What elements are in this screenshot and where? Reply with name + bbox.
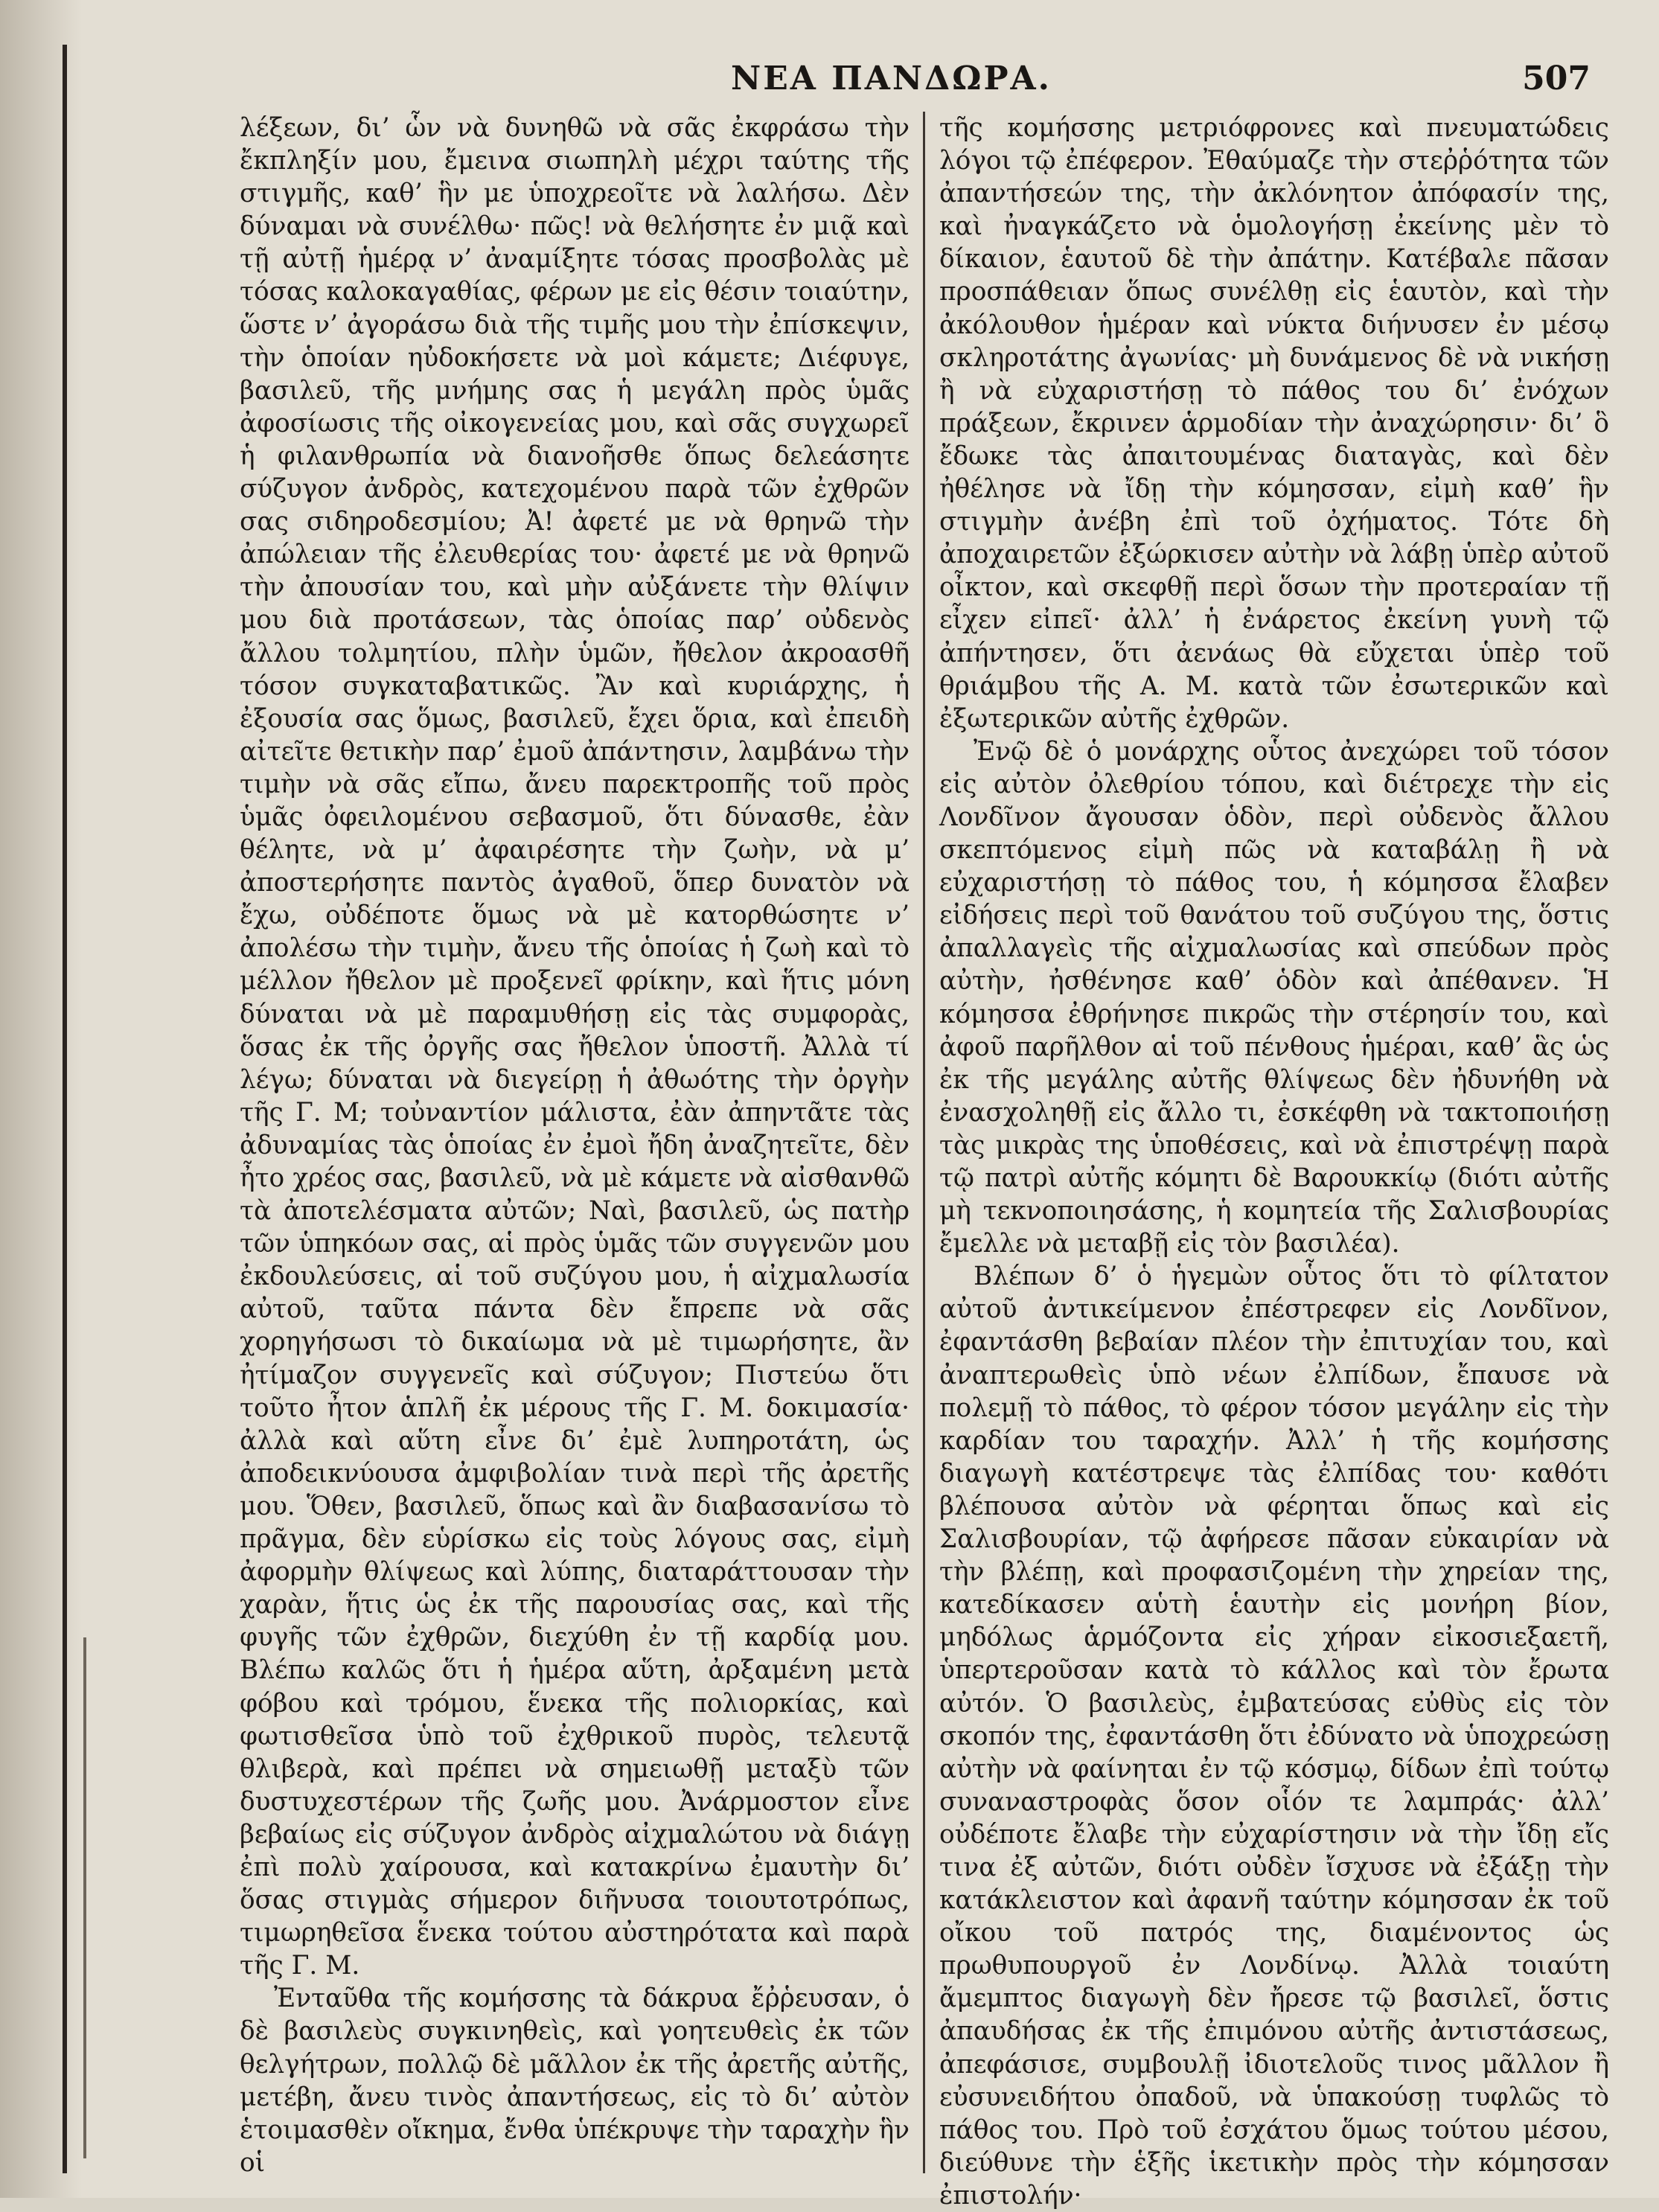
book-binding-edge [0,0,82,2198]
right-paragraph-1: τῆς κομήσσης μετριόφρονες καὶ πνευματώδεις λόγοι τῷ ἐπέφερον. Ἐθαύμαζε τὴν στεῤῥότητα τῶν ἀπαντήσεών της, τὴν ἀκλόνητον ἀπόφασίν της, καὶ ἠναγκάζετο νὰ ὁμολογήσῃ ἐκείνης μὲν τὸ δίκαιον, ἑαυτοῦ δὲ τὴν ἀπάτην. Κατέβαλε πᾶσαν προσπάθειαν ὅπως συνέλθῃ εἰς ἑαυτὸν, καὶ τὴν ἀκόλουθον ἡμέραν καὶ νύκτα διήνυσεν ἐν μέσῳ σκληροτάτης ἀγωνίας· μὴ δυνάμενος δὲ νὰ νικήσῃ ἢ νὰ εὐχαριστήσῃ τὸ πάθος του δι’ ἐνόχων πράξεων, ἔκρινεν ἁρμοδίαν τὴν ἀναχώρησιν· δι’ ὃ ἔδωκε τὰς ἀπαιτουμένας διαταγὰς, καὶ δὲν ἠθέλησε νὰ ἴδῃ τὴν κόμησσαν, εἰμὴ καθ’ ἣν στιγμὴν ἀνέβη ἐπὶ τοῦ ὀχήματος. Τότε δὴ ἀποχαιρετῶν ἐξώρκισεν αὐτὴν νὰ λάβῃ ὑπὲρ αὐτοῦ οἶκτον, καὶ σκεφθῇ περὶ ὅσων τὴν προτεραίαν τῇ εἶχεν εἰπεῖ· ἀλλ’ ἡ ἐνάρετος ἐκείνη γυνὴ τῷ ἀπήντησεν, ὅτι ἀενάως θὰ εὔχεται ὑπὲρ τοῦ θριάμβου τῆς Α. Μ. κατὰ τῶν ἐσωτερικῶν καὶ ἐξωτερικῶν αὐτῆς ἐχθρῶν. [939,113,1609,734]
page-header [192,54,1591,106]
right-column [939,112,1609,2211]
running-title: ΝΕΑ ΠΑΝΔΩΡΑ. [731,60,1052,98]
right-paragraph-3: Βλέπων δ’ ὁ ἡγεμὼν οὗτος ὅτι τὸ φίλτατον αὐτοῦ ἀντικείμενον ἐπέστρεφεν εἰς Λονδῖνον, ἐφαντάσθη βεβαίαν πλέον τὴν ἐπιτυχίαν του, καὶ ἀναπτερωθεὶς ὑπὸ νέων ἐλπίδων, ἔπαυσε νὰ πολεμῇ τὸ πάθος, τὸ φέρον τόσον μεγάλην εἰς τὴν καρδίαν του ταραχήν. Ἀλλ’ ἡ τῆς κομήσσης διαγωγὴ κατέστρεψε τὰς ἐλπίδας του· καθότι βλέπουσα αὐτὸν νὰ φέρηται ὅπως καὶ εἰς Σαλισβουρίαν, τῷ ἀφήρεσε πᾶσαν εὐκαιρίαν νὰ τὴν βλέπῃ, καὶ προφασιζομένη τὴν χηρείαν της, κατεδίκασεν αὑτὴ ἑαυτὴν εἰς μονήρη βίον, μηδόλως ἁρμόζοντα εἰς χήραν εἰκοσιεξαετῆ, ὑπερτεροῦσαν κατὰ τὸ κάλλος καὶ τὸν ἔρωτα αὐτόν. Ὁ βασιλεὺς, ἐμβατεύσας εὐθὺς εἰς τὸν σκοπόν της, ἐφαντάσθη ὅτι ἐδύνατο νὰ ὑποχρεώσῃ αὐτὴν νὰ φαίνηται ἐν τῷ κόσμῳ, δίδων ἐπὶ τούτῳ συναναστροφὰς ὅσον οἷόν τε λαμπράς· ἀλλ’ οὐδέποτε ἔλαβε τὴν εὐχαρίστησιν νὰ τὴν ἴδῃ εἴς τινα ἐξ αὐτῶν, διότι οὐδὲν ἴσχυσε νὰ ἐξάξῃ τὴν κατάκλειστον καὶ ἀφανῆ ταύτην κόμησσαν ἐκ τοῦ οἴκου τοῦ πατρός της, διαμένοντος ὡς πρωθυπουργοῦ ἐν Λονδίνῳ. Ἀλλὰ τοιαύτη ἄμεμπτος διαγωγὴ δὲν ἤρεσε τῷ βασιλεῖ, ὅστις ἀπαυδήσας ἐκ τῆς ἐπιμόνου αὐτῆς ἀντιστάσεως, ἀπεφάσισε, συμβουλῇ ἰδιοτελοῦς τινος μᾶλλον ἢ εὐσυνειδήτου ὀπαδοῦ, νὰ ὑπακούσῃ τυφλῶς τὸ πάθος του. Πρὸ τοῦ ἐσχάτου ὅμως τούτου μέσου, διεύθυνε τὴν ἑξῆς ἱκετικὴν πρὸς τὴν κόμησσαν ἐπιστολήν· [939,1262,1609,2211]
right-paragraph-2: Ἐνῷ δὲ ὁ μονάρχης οὗτος ἀνεχώρει τοῦ τόσον εἰς αὐτὸν ὀλεθρίου τόπου, καὶ διέτρεχε τὴν εἰς Λονδῖνον ἄγουσαν ὁδὸν, περὶ οὐδενὸς ἄλλου σκεπτόμενος εἰμὴ πῶς νὰ καταβάλῃ ἢ νὰ εὐχαριστήσῃ τὸ πάθος του, ἡ κόμησσα ἔλαβεν εἰδήσεις περὶ τοῦ θανάτου τοῦ συζύγου της, ὅστις ἀπαλλαγεὶς τῆς αἰχμαλωσίας καὶ σπεύδων πρὸς αὐτὴν, ἠσθένησε καθ’ ὁδὸν καὶ ἀπέθανεν. Ἡ κόμησσα ἐθρήνησε πικρῶς τὴν στέρησίν του, καὶ ἀφοῦ παρῆλθον αἱ τοῦ πένθους ἡμέραι, καθ’ ἃς ὡς ἐκ τῆς μεγάλης αὐτῆς θλίψεως δὲν ἠδυνήθη νὰ ἐνασχοληθῇ εἰς ἄλλο τι, ἐσκέφθη νὰ τακτοποιήσῃ τὰς μικρὰς της ὑποθέσεις, καὶ νὰ ἐπιστρέψῃ παρὰ τῷ πατρὶ αὐτῆς κόμητι δὲ Βαρουκκίῳ (διότι αὐτῆς μὴ τεκνοποιησάσης, ἡ κομητεία τῆς Σαλισβουρίας ἔμελλε νὰ μεταβῇ εἰς τὸν βασιλέα). [939,736,1609,1259]
binding-rule-line [63,45,67,2173]
column-divider [923,112,925,2173]
binding-edge-line [83,1637,86,2158]
left-column [240,112,910,2178]
page-number: 507 [1522,60,1591,98]
left-paragraph-1: λέξεων, δι’ ὧν νὰ δυνηθῶ νὰ σᾶς ἐκφράσω τὴν ἔκπληξίν μου, ἔμεινα σιωπηλὴ μέχρι ταύτης τῆς στιγμῆς, καθ’ ἣν με ὑποχρεοῖτε νὰ λαλήσω. Δὲν δύναμαι νὰ συνέλθω· πῶς! νὰ θελήσητε ἐν μιᾷ καὶ τῇ αὐτῇ ἡμέρᾳ ν’ ἀναμίξητε τόσας προσβολὰς μὲ τόσας καλοκαγαθίας, φέρων με εἰς θέσιν τοιαύτην, ὥστε ν’ ἀγοράσω διὰ τῆς τιμῆς μου τὴν ἐπίσκεψιν, τὴν ὁποίαν ηὐδοκήσετε νὰ μοὶ κάμετε; Διέφυγε, βασιλεῦ, τῆς μνήμης σας ἡ μεγάλη πρὸς ὑμᾶς ἀφοσίωσις τῆς οἰκογενείας μου, καὶ σᾶς συγχωρεῖ ἡ φιλανθρωπία νὰ διανοῆσθε ὅπως δελεάσητε σύζυγον ἀνδρὸς, κατεχομένου παρὰ τῶν ἐχθρῶν σας σιδηροδεσμίου; Ἀ! ἀφετέ με νὰ θρηνῶ τὴν ἀπώλειαν τῆς ἐλευθερίας του· ἀφετέ με νὰ θρηνῶ τὴν ἀπουσίαν του, καὶ μὴν αὐξάνετε τὴν θλίψιν μου διὰ προτάσεων, τὰς ὁποίας παρ’ οὐδενὸς ἄλλου τολμητίου, πλὴν ὑμῶν, ἤθελον ἀκροασθῆ τόσον συγκαταβατικῶς. Ἂν καὶ κυριάρχης, ἡ ἐξουσία σας ὅμως, βασιλεῦ, ἔχει ὅρια, καὶ ἐπειδὴ αἰτεῖτε θετικὴν παρ’ ἐμοῦ ἀπάντησιν, λαμβάνω τὴν τιμὴν νὰ σᾶς εἴπω, ἄνευ παρεκτροπῆς τοῦ πρὸς ὑμᾶς ὀφειλομένου σεβασμοῦ, ὅτι δύνασθε, ἐὰν θέλητε, νὰ μ’ ἀφαιρέσητε τὴν ζωὴν, νὰ μ’ ἀποστερήσητε παντὸς ἀγαθοῦ, ὅπερ δυνατὸν νὰ ἔχω, οὐδέποτε ὅμως νὰ μὲ κατορθώσητε ν’ ἀπολέσω τὴν τιμὴν, ἄνευ τῆς ὁποίας ἡ ζωὴ καὶ τὸ μέλλον ἤθελον μὲ προξενεῖ φρίκην, καὶ ἥτις μόνη δύναται νὰ μὲ παραμυθήσῃ εἰς τὰς συμφορὰς, ὅσας ἐκ τῆς ὀργῆς σας ἤθελον ὑποστῆ. Ἀλλὰ τί λέγω; δύναται νὰ διεγείρῃ ἡ ἀθωότης τὴν ὀργὴν τῆς Γ. Μ; τοὐναντίον μάλιστα, ἐὰν ἀπηντᾶτε τὰς ἀδυναμίας τὰς ὁποίας ἐν ἐμοὶ ἤδη ἀναζητεῖτε, δὲν ἦτο χρέος σας, βασιλεῦ, νὰ μὲ κάμετε νὰ αἰσθανθῶ τὰ ἀποτελέσματα αὐτῶν; Ναὶ, βασιλεῦ, ὡς πατὴρ τῶν ὑπηκόων σας, αἱ πρὸς ὑμᾶς τῶν συγγενῶν μου ἐκδουλεύσεις, αἱ τοῦ συζύγου μου, ἡ αἰχμαλωσία αὐτοῦ, ταῦτα πάντα δὲν ἔπρεπε νὰ σᾶς χορηγήσωσι τὸ δικαίωμα νὰ μὲ τιμωρήσητε, ἂν ἠτίμαζον συγγενεῖς καὶ σύζυγον; Πιστεύω ὅτι τοῦτο ἦτον ἁπλῆ ἐκ μέρους τῆς Γ. Μ. δοκιμασία· ἀλλὰ καὶ αὕτη εἶνε δι’ ἐμὲ λυπηροτάτη, ὡς ἀποδεικνύουσα ἀμφιβολίαν τινὰ περὶ τῆς ἀρετῆς μου. Ὅθεν, βασιλεῦ, ὅπως καὶ ἂν διαβασανίσω τὸ πρᾶγμα, δὲν εὑρίσκω εἰς τοὺς λόγους σας, εἰμὴ ἀφορμὴν θλίψεως καὶ λύπης, διαταράττουσαν τὴν χαρὰν, ἥτις ὡς ἐκ τῆς παρουσίας σας, καὶ τῆς φυγῆς τῶν ἐχθρῶν, διεχύθη ἐν τῇ καρδίᾳ μου. Βλέπω καλῶς ὅτι ἡ ἡμέρα αὕτη, ἀρξαμένη μετὰ φόβου καὶ τρόμου, ἕνεκα τῆς πολιορκίας, καὶ φωτισθεῖσα ὑπὸ τοῦ ἐχθρικοῦ πυρὸς, τελευτᾷ θλιβερὰ, καὶ πρέπει νὰ σημειωθῇ μεταξὺ τῶν δυστυχεστέρων τῆς ζωῆς μου. Ἀνάρμοστον εἶνε βεβαίως εἰς σύζυγον ἀνδρὸς αἰχμαλώτου νὰ διάγῃ ἐπὶ πολὺ χαίρουσα, καὶ κατακρίνω ἐμαυτὴν δι’ ὅσας στιγμὰς σήμερον διῆνυσα τοιουτοτρόπως, τιμωρηθεῖσα ἕνεκα τούτου αὐστηρότατα καὶ παρὰ τῆς Γ. Μ. [240,113,910,1981]
left-paragraph-2: Ἐνταῦθα τῆς κομήσσης τὰ δάκρυα ἔῤῥευσαν, ὁ δὲ βασιλεὺς συγκινηθεὶς, καὶ γοητευθεὶς ἐκ τῶν θελγήτρων, πολλῷ δὲ μᾶλλον ἐκ τῆς ἀρετῆς αὐτῆς, μετέβη, ἄνευ τινὸς ἀπαντήσεως, εἰς τὸ δι’ αὐτὸν ἑτοιμασθὲν οἴκημα, ἔνθα ὑπέκρυψε τὴν ταραχὴν ἣν οἱ [240,1984,910,2178]
